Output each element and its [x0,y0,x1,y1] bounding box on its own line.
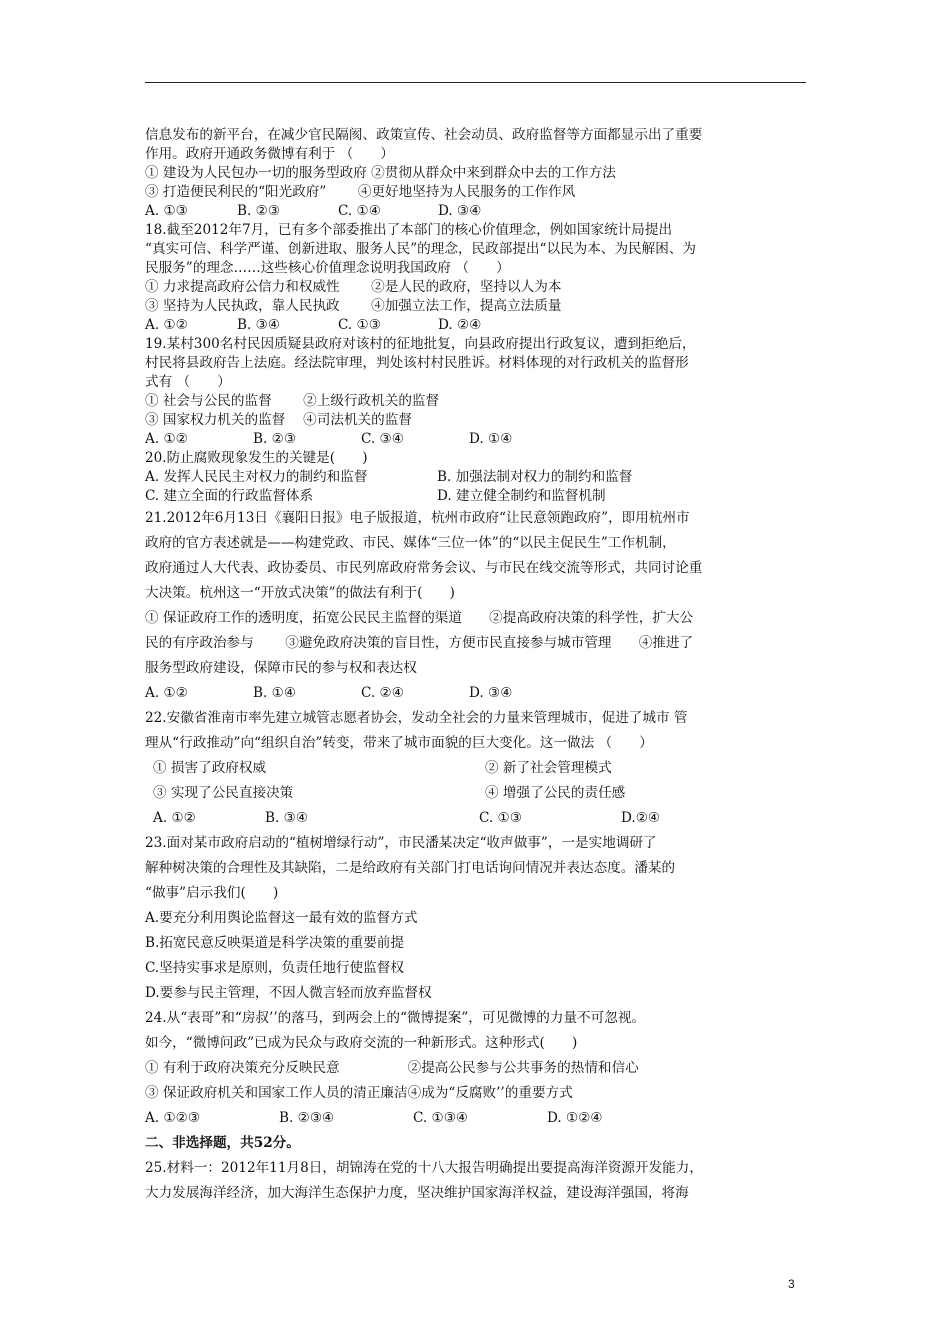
option-d: D.②④ [621,810,661,826]
answer-options [145,202,817,221]
section-heading: 二、非选择题，共52分。 [145,1135,300,1151]
answer-options [145,681,817,706]
option-c: C. 建立全面的行政监督体系 [145,488,314,504]
question-19-line: 村民将县政府告上法庭。经法院审理，判处该村村民胜诉。材料体现的对行政机关的监督形 [145,355,689,371]
question-18-line: 民服务”的理念……这些核心价值理念说明我国政府 （ ） [145,260,510,276]
option-d: D. 建立健全制约和监督机制 [437,488,606,504]
option-a: A. ①② [153,810,196,826]
option-a: A. 发挥人民民主对权力的制约和监督 [145,469,368,485]
question-21-line: 政府的官方表述就是——构建党政、市民、媒体“三位一体”的“以民主促民生”工作机制， [145,535,676,551]
answer-options [145,468,817,487]
answer-options [145,806,817,831]
page-content [145,126,817,1206]
text-line: ① 建设为人民包办一切的服务型政府 ②贯彻从群众中来到群众中去的工作方法 [145,165,616,181]
question-22-line: 理从“行政推动”向“组织自治”转变，带来了城市面貌的巨大变化。这一做法 （ ） [145,735,653,751]
option-b: B. ③④ [265,810,309,826]
option-a: A. ①③ [145,203,188,219]
choice-row [145,781,817,806]
option-b: B. ②③④ [279,1110,335,1126]
text-line: ③ 打造便民利民的“阳光政府” ④更好地坚持为人民服务的工作作风 [145,184,576,200]
option-a: A. ①②③ [145,1110,201,1126]
option-d: D. ③④ [438,203,482,219]
question-25-line: 25.材料一：2012年11月8日，胡锦涛在党的十八大报告明确提出要提高海洋资源开发能力， [145,1160,703,1176]
option-b: B. ②③ [253,431,297,447]
answer-options [145,1106,817,1131]
choice-row [145,756,817,781]
option-c: C.坚持实事求是原则，负责任地行使监督权 [145,960,404,976]
option-a: A.要充分利用舆论监督这一最有效的监督方式 [145,910,418,926]
question-21-line: 大决策。杭州这一“开放式决策”的做法有利于( ) [145,585,455,601]
option-d: D. ①②④ [547,1110,603,1126]
question-19-line: 式有 （ ） [145,374,231,390]
choice-4: ④ 增强了公民的责任感 [485,785,626,801]
question-21-line: 21.2012年6月13日《襄阳日报》电子版报道，杭州市政府“让民意领跑政府”，即用杭州市 [145,510,690,526]
answer-options [145,430,817,449]
question-23-line: 解种树决策的合理性及其缺陷，二是给政府有关部门打电话询问情况并表达态度。潘某的 [145,860,676,876]
choice-1: ① 损害了政府权威 [153,760,267,776]
question-23-line: 23.面对某市政府启动的“植树增绿行动”，市民潘某决定“收声做事”，一是实地调研了 [145,835,657,851]
option-b: B. ①④ [253,685,297,701]
header-rule [145,82,806,83]
question-18-line: ③ 坚持为人民执政，靠人民执政 ④加强立法工作，提高立法质量 [145,298,562,314]
question-19-line: 19.某村300名村民因质疑县政府对该村的征地批复，向县政府提出行政复议，遭到拒绝后， [145,336,696,352]
question-18-line: 18.截至2012年7月，已有多个部委推出了本部门的核心价值理念，例如国家统计局提出 [145,222,673,238]
question-23-line: “做事”启示我们( ) [145,885,279,901]
question-25-line: 大力发展海洋经济，加大海洋生态保护力度，坚决维护国家海洋权益，建设海洋强国，将海 [145,1185,689,1201]
option-c: C. ①④ [338,203,381,219]
question-18-line: ① 力求提高政府公信力和权威性 ②是人民的政府，坚持以人为本 [145,279,562,295]
text-line: 作用。政府开通政务微博有利于 （ ） [145,146,395,162]
question-21-line: 政府通过人大代表、政协委员、市民列席政府常务会议、与市民在线交流等形式，共同讨论重 [145,560,703,576]
option-a: A. ①② [145,317,188,333]
option-c: C. ①③ [338,317,381,333]
question-22-line: 22.安徽省淮南市率先建立城管志愿者协会，发动全社会的力量来管理城市，促进了城市 管 [145,710,688,726]
question-19-line: ③ 国家权力机关的监督 ④司法机关的监督 [145,412,412,428]
question-21-line: 服务型政府建设，保障市民的参与权和表达权 [145,660,417,676]
option-d: D.要参与民主管理，不因人微言轻而放弃监督权 [145,985,432,1001]
option-d: D. ①④ [469,431,513,447]
choice-3: ③ 实现了公民直接决策 [153,785,294,801]
option-c: C. ①③④ [413,1110,469,1126]
question-21-line: ① 保证政府工作的透明度，拓宽公民民主监督的渠道 ②提高政府决策的科学性，扩大公 [145,610,694,626]
question-24-line: 24.从“表哥”和“房叔’’的落马，到两会上的“微博提案”，可见微博的力量不可忽视。 [145,1010,646,1026]
option-c: C. ①③ [479,810,522,826]
option-c: C. ③④ [361,431,404,447]
question-24-line: 如今，“微博问政”已成为民众与政府交流的一种新形式。这种形式( ) [145,1035,578,1051]
option-c: C. ②④ [361,685,404,701]
question-20-stem: 20.防止腐败现象发生的关键是( ) [145,450,368,466]
answer-options [145,316,817,335]
question-24-line: ① 有利于政府决策充分反映民意 ②提高公民参与公共事务的热情和信心 [145,1060,639,1076]
question-21-line: 民的有序政治参与 ③避免政府决策的盲目性，方便市民直接参与城市管理 ④推进了 [145,635,694,651]
option-a: A. ①② [145,431,188,447]
option-d: D. ③④ [469,685,513,701]
option-b: B. ②③ [237,203,281,219]
answer-options [145,487,817,506]
text-line: 信息发布的新平台，在减少官民隔阂、政策宣传、社会动员、政府监督等方面都显示出了重要 [145,127,703,143]
option-b: B. ③④ [237,317,281,333]
question-24-line: ③ 保证政府机关和国家工作人员的清正廉洁④成为“反腐败’’的重要方式 [145,1085,573,1101]
choice-2: ② 新了社会管理模式 [485,760,612,776]
option-a: A. ①② [145,685,188,701]
question-18-line: “真实可信、科学严谨、创新进取、服务人民”的理念，民政部提出“以民为本、为民解困、为 [145,241,697,257]
option-b: B. 加强法制对权力的制约和监督 [437,469,633,485]
option-b: B.拓宽民意反映渠道是科学决策的重要前提 [145,935,404,951]
page-number: 3 [788,1277,795,1291]
question-19-line: ① 社会与公民的监督 ②上级行政机关的监督 [145,393,440,409]
option-d: D. ②④ [438,317,482,333]
